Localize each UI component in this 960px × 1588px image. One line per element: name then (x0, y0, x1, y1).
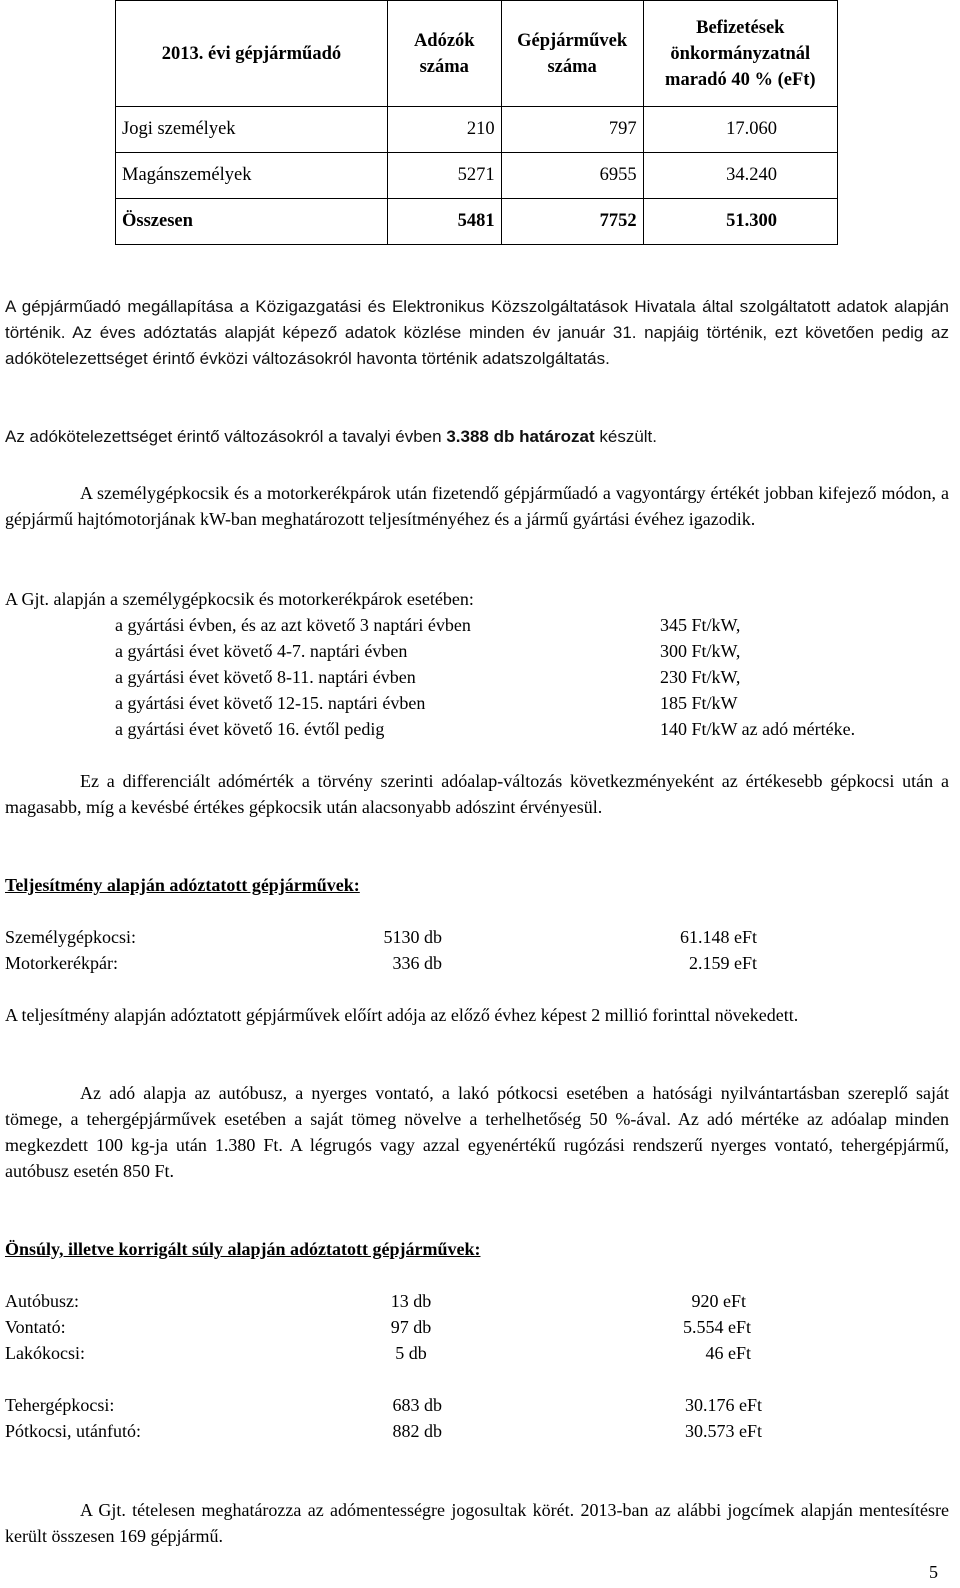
rate-label: a gyártási évet követő 8-11. naptári évben (115, 667, 416, 687)
table-cell: Összesen (116, 199, 388, 245)
section-heading-weight: Önsúly, illetve korrigált súly alapján adóztatott gépjárművek: (5, 1239, 481, 1259)
list-item-count: 882 db (392, 1421, 442, 1441)
table-cell: 51.300 (643, 199, 837, 245)
paragraph-differentiated-rate: Ez a differenciált adómérték a törvény szerinti adóalap-változás következményeként az értékesebb gépkocsi után a magasabb, míg a kevésbé értékes gépkocsik után alacsonyabb adószint érvényesül. (5, 771, 949, 817)
list-item-label: Pótkocsi, utánfutó: (5, 1421, 141, 1441)
text-span: Az adókötelezettséget érintő változásokról a tavalyi évben (5, 427, 447, 446)
list-item-count: 5 db (395, 1343, 427, 1363)
table-total-row (116, 199, 838, 245)
paragraph-tax-basis: A személygépkocsik és a motorkerékpárok után fizetendő gépjárműadó a vagyontárgy értékét jobban kifejező módon, a gépjármű hajtómotorjának kW-ban meghatározott teljesítményéhez és a jármű gyártási évéhez igazodik. (5, 483, 949, 529)
table-cell: 6955 (501, 153, 643, 199)
table-cell: 5271 (387, 153, 501, 199)
list-item-label: Lakókocsi: (5, 1343, 85, 1363)
rate-label: a gyártási évet követő 12-15. naptári évben (115, 693, 426, 713)
table-row (116, 153, 838, 199)
table-row (116, 107, 838, 153)
text-span-bold: 3.388 db határozat (446, 427, 595, 446)
list-item-amount: 2.159 eFt (688, 953, 757, 973)
page-number: 5 (929, 1562, 938, 1582)
table-header-cell: 2013. évi gépjárműadó (116, 1, 388, 107)
list-item-amount: 30.573 eFt (684, 1421, 762, 1441)
table-cell: 17.060 (643, 107, 837, 153)
paragraph-exemptions: A Gjt. tételesen meghatározza az adómentességre jogosultak körét. 2013-ban az alábbi jogcímek alapján mentesítésre került összesen 169 gépjármű. (5, 1500, 949, 1546)
rate-label: a gyártási évet követő 16. évtől pedig (115, 719, 385, 739)
list-item-label: Tehergépkocsi: (5, 1395, 115, 1415)
table-header-row (116, 1, 838, 107)
list-item-count: 683 db (392, 1395, 442, 1415)
list-item-amount: 920 eFt (691, 1291, 746, 1311)
list-item-amount: 30.176 eFt (684, 1395, 762, 1415)
paragraph-increase: A teljesítmény alapján adóztatott gépjárművek előírt adója az előző évhez képest 2 millió forinttal növekedett. (5, 1005, 799, 1025)
rates-intro: A Gjt. alapján a személygépkocsik és motorkerékpárok esetében: (5, 589, 474, 609)
list-item-label: Személygépkocsi: (5, 927, 136, 947)
paragraph-weight-basis: Az adó alapja az autóbusz, a nyerges vontató, a lakó pótkocsi esetében a hatósági nyilvántartásban szereplő saját tömege, a tehergépjárművek esetében a saját tömeg növelve a terhelhetőség 50 %-ával. Az adó mértéke az adóalap minden megkezdett 100 kg-ja után 1.380 Ft. A légrugós vagy azzal egyenértékű rugózási rendszerű nyerges vontató, tehergépjármű, autóbusz esetén 850 Ft. (5, 1083, 949, 1181)
list-item-label: Vontató: (5, 1317, 66, 1337)
section-heading-performance: Teljesítmény alapján adóztatott gépjárművek: (5, 875, 360, 895)
list-item-amount: 61.148 eFt (679, 927, 757, 947)
rate-value: 140 Ft/kW az adó mértéke. (660, 719, 856, 739)
paragraph-resolutions (5, 424, 949, 450)
table-cell: Magánszemélyek (116, 153, 388, 199)
table-cell: 797 (501, 107, 643, 153)
tax-summary-table (115, 0, 838, 245)
table-header-cell: Adózók száma (387, 1, 501, 107)
list-item-count: 336 db (392, 953, 442, 973)
rate-label: a gyártási évet követő 4-7. naptári évben (115, 641, 408, 661)
rate-label: a gyártási évben, és az azt követő 3 naptári évben (115, 615, 471, 635)
list-item-amount: 5.554 eFt (682, 1317, 751, 1337)
rate-value: 300 Ft/kW, (660, 641, 741, 661)
rate-value: 185 Ft/kW (660, 693, 738, 713)
table-header-cell: Gépjárművek száma (501, 1, 643, 107)
table-header-cell: Befizetések önkormányzatnál maradó 40 % (eFt) (643, 1, 837, 107)
list-item-label: Motorkerékpár: (5, 953, 118, 973)
table-cell: 5481 (387, 199, 501, 245)
list-item-count: 13 db (390, 1291, 432, 1311)
list-item-count: 5130 db (383, 927, 442, 947)
list-item-label: Autóbusz: (5, 1291, 79, 1311)
table-cell: 34.240 (643, 153, 837, 199)
text-span: készült. (594, 427, 657, 446)
table-cell: 7752 (501, 199, 643, 245)
rate-value: 230 Ft/kW, (660, 667, 741, 687)
list-item-amount: 46 eFt (705, 1343, 751, 1363)
paragraph-data-source: A gépjárműadó megállapítása a Közigazgatási és Elektronikus Közszolgáltatások Hivatala által szolgáltatott adatok alapján történik. Az éves adóztatás alapját képező adatok közlése minden év január 31. napjáig történik, ezt követően pedig az adókötelezettséget érintő évközi változásokról havonta történik adatszolgáltatás. (5, 297, 949, 368)
table-cell: Jogi személyek (116, 107, 388, 153)
list-item-count: 97 db (390, 1317, 432, 1337)
table-cell: 210 (387, 107, 501, 153)
rate-value: 345 Ft/kW, (660, 615, 741, 635)
